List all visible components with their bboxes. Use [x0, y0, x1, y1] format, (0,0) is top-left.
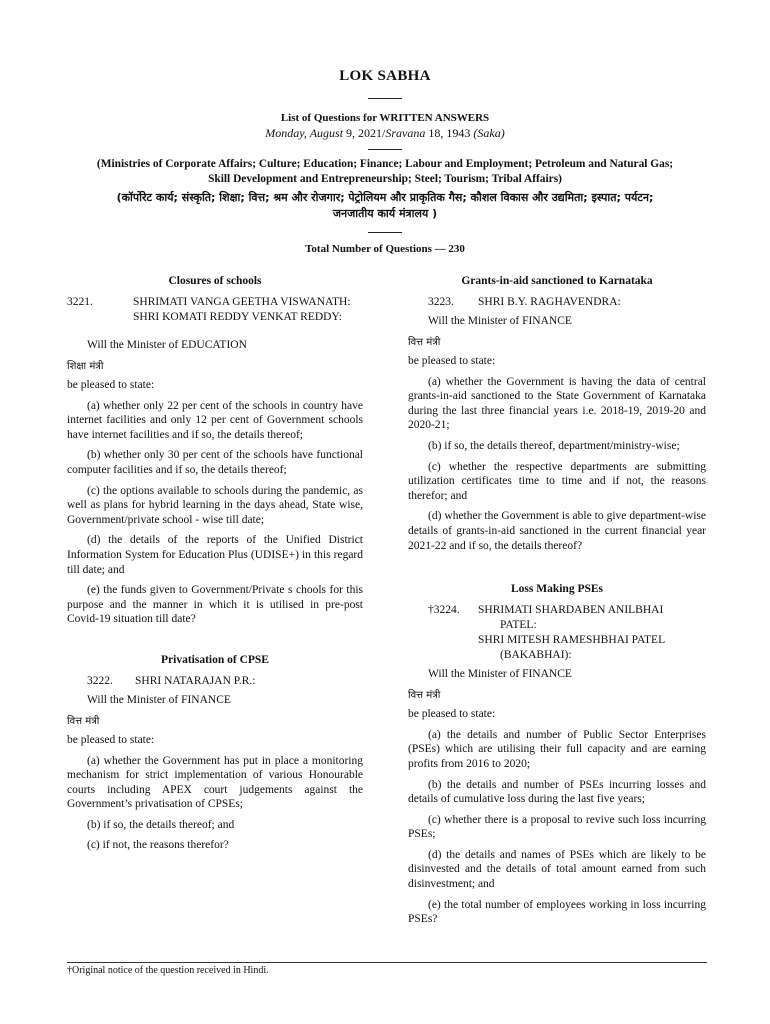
- question-members: [408, 603, 706, 663]
- member-name: PATEL:: [500, 619, 537, 632]
- left-column: [67, 275, 363, 853]
- total-questions: Total Number of Questions — 230: [305, 243, 465, 255]
- clause-a: (a) whether the Government has put in place a monitoring mechanism for strict implementation of various Honourable courts including APEX court judgements against the Government’s privatisation of CPSEs;: [67, 754, 363, 811]
- pleased-line: be pleased to state:: [408, 708, 496, 721]
- date-part: 18, 1943: [425, 126, 474, 140]
- date-part: (Saka): [473, 126, 505, 140]
- minister-line: Will the Minister of FINANCE: [428, 668, 572, 681]
- clause-b: (b) if so, the details thereof; and: [87, 818, 235, 831]
- clause-b: (b) if so, the details thereof, department/ministry-wise;: [428, 439, 680, 452]
- clause-c: (c) whether there is a proposal to revive such loss incurring PSEs;: [408, 813, 706, 841]
- question-members: [67, 674, 363, 689]
- clause-c: (c) whether the respective departments are submitting utilization certificates time to time and if not, the reasons therefor; and: [408, 460, 706, 502]
- member-name: SHRI KOMATI REDDY VENKAT REDDY:: [133, 311, 342, 323]
- minister-hindi: शिक्षा मंत्री: [67, 361, 104, 372]
- pleased-line: be pleased to state:: [67, 733, 155, 746]
- member-name: SHRIMATI SHARDABEN ANILBHAI: [478, 604, 664, 617]
- question-number: 3221.: [67, 296, 93, 308]
- right-column: [408, 275, 706, 927]
- minister-hindi: वित्त मंत्री: [408, 337, 441, 348]
- minister-line: Will the Minister of FINANCE: [428, 315, 572, 327]
- ministries-line: (Ministries of Corporate Affairs; Culture; Education; Finance; Labour and Employment; Petroleum and Natural Gas;: [96, 158, 674, 170]
- question-heading: Privatisation of CPSE: [161, 653, 269, 666]
- question-3223: [408, 275, 706, 553]
- clause-a: (a) whether the Government is having the data of central grants-in-aid sanctioned to the State Government of Karnataka during the last three financial years i.e. 2018-19, 2019-20 and 2020-21;: [408, 375, 706, 432]
- question-members: [67, 295, 363, 325]
- clause-a: (a) whether only 22 per cent of the schools in country have internet facilities and only 12 per cent of Government schools have internet facilities and if so, the details thereof;: [67, 399, 363, 441]
- clause-a: (a) the details and number of Public Sector Enterprises (PSEs) which are utilising their full capacity and are earning profits from 2016 to 2020;: [408, 728, 706, 770]
- question-number: 3223.: [428, 296, 454, 308]
- question-3221: [67, 275, 363, 627]
- clause-b: (b) the details and number of PSEs incurring losses and details of cumulative loss during the last five years;: [408, 778, 706, 806]
- question-heading: Grants-in-aid sanctioned to Karnataka: [461, 275, 653, 287]
- title-rule: [368, 98, 402, 99]
- clause-e: (e) the funds given to Government/Private s chools for this purpose and the manner in which it is utilised in pre-post Covid-19 situation till date?: [67, 584, 363, 626]
- question-heading: Closures of schools: [168, 275, 262, 287]
- minister-hindi: वित्त मंत्री: [408, 690, 441, 702]
- ministries-hindi: [0, 190, 770, 222]
- member-name: SHRI NATARAJAN P.R.:: [135, 674, 256, 687]
- clause-b: (b) whether only 30 per cent of the schools have functional computer facilities and if so, the details thereof;: [67, 449, 363, 476]
- house-title: LOK SABHA: [339, 68, 431, 84]
- minister-line: Will the Minister of EDUCATION: [87, 339, 247, 351]
- footnote: †Original notice of the question received in Hindi.: [67, 965, 269, 976]
- date-part: Sravana: [385, 126, 426, 140]
- hindi-line: जनजातीय कार्य मंत्रालय ): [332, 207, 438, 220]
- clause-d: (d) whether the Government is able to give department-wise details of grants-in-aid sanctioned in the current financial year 2021-22 and if so, the details thereof?: [408, 510, 706, 552]
- minister-hindi: वित्त मंत्री: [67, 715, 100, 727]
- pleased-line: be pleased to state:: [408, 355, 496, 367]
- member-name: SHRI MITESH RAMESHBHAI PATEL: [478, 634, 666, 647]
- date-rule: [368, 149, 402, 150]
- clause-d: (d) the details and names of PSEs which are likely to be disinvested and the details of total amount earned from such disinvestment; and: [408, 848, 706, 891]
- date-part: 9, 2021/: [343, 126, 386, 140]
- pleased-line: be pleased to state:: [67, 379, 155, 391]
- member-name: SHRI B.Y. RAGHAVENDRA:: [478, 296, 621, 308]
- minister-line: Will the Minister of FINANCE: [87, 693, 231, 706]
- clause-c: (c) if not, the reasons therefor?: [87, 839, 229, 852]
- clause-e: (e) the total number of employees working in loss incurring PSEs?: [408, 898, 706, 926]
- member-name: (BAKABHAI):: [500, 649, 572, 662]
- question-heading: Loss Making PSEs: [510, 583, 604, 596]
- hindi-line: (कॉर्पोरेट कार्य; संस्कृति; शिक्षा; वित्त; श्रम और रोजगार; पेट्रोलियम और प्राकृतिक गैस; कौशल विकास और उद्यमिता; इस्पात; पर्यटन;: [116, 191, 654, 204]
- member-name: SHRIMATI VANGA GEETHA VISWANATH:: [133, 296, 351, 308]
- session-date: [0, 126, 770, 141]
- ministries-rule: [368, 232, 402, 233]
- clause-c: (c) the options available to schools during the pandemic, as well as plans for hybrid learning in the days ahead, State wise, Government/private school - wise till date;: [67, 484, 363, 526]
- question-number: 3222.: [87, 674, 113, 687]
- question-number: †3224.: [428, 604, 460, 617]
- list-subtitle: List of Questions for WRITTEN ANSWERS: [280, 112, 490, 124]
- ministries-line: Skill Development and Entrepreneurship; Steel; Tourism; Tribal Affairs): [208, 173, 562, 185]
- ministries-list: [0, 157, 770, 187]
- footnote-rule: [67, 962, 707, 963]
- question-members: [408, 295, 706, 310]
- date-part: Monday, August: [265, 126, 344, 140]
- clause-d: (d) the details of the reports of the Unified District Information System for Education Plus (UDISE+) in this regard till date; and: [67, 534, 363, 576]
- question-3222: [67, 654, 363, 853]
- question-3224: [408, 583, 706, 927]
